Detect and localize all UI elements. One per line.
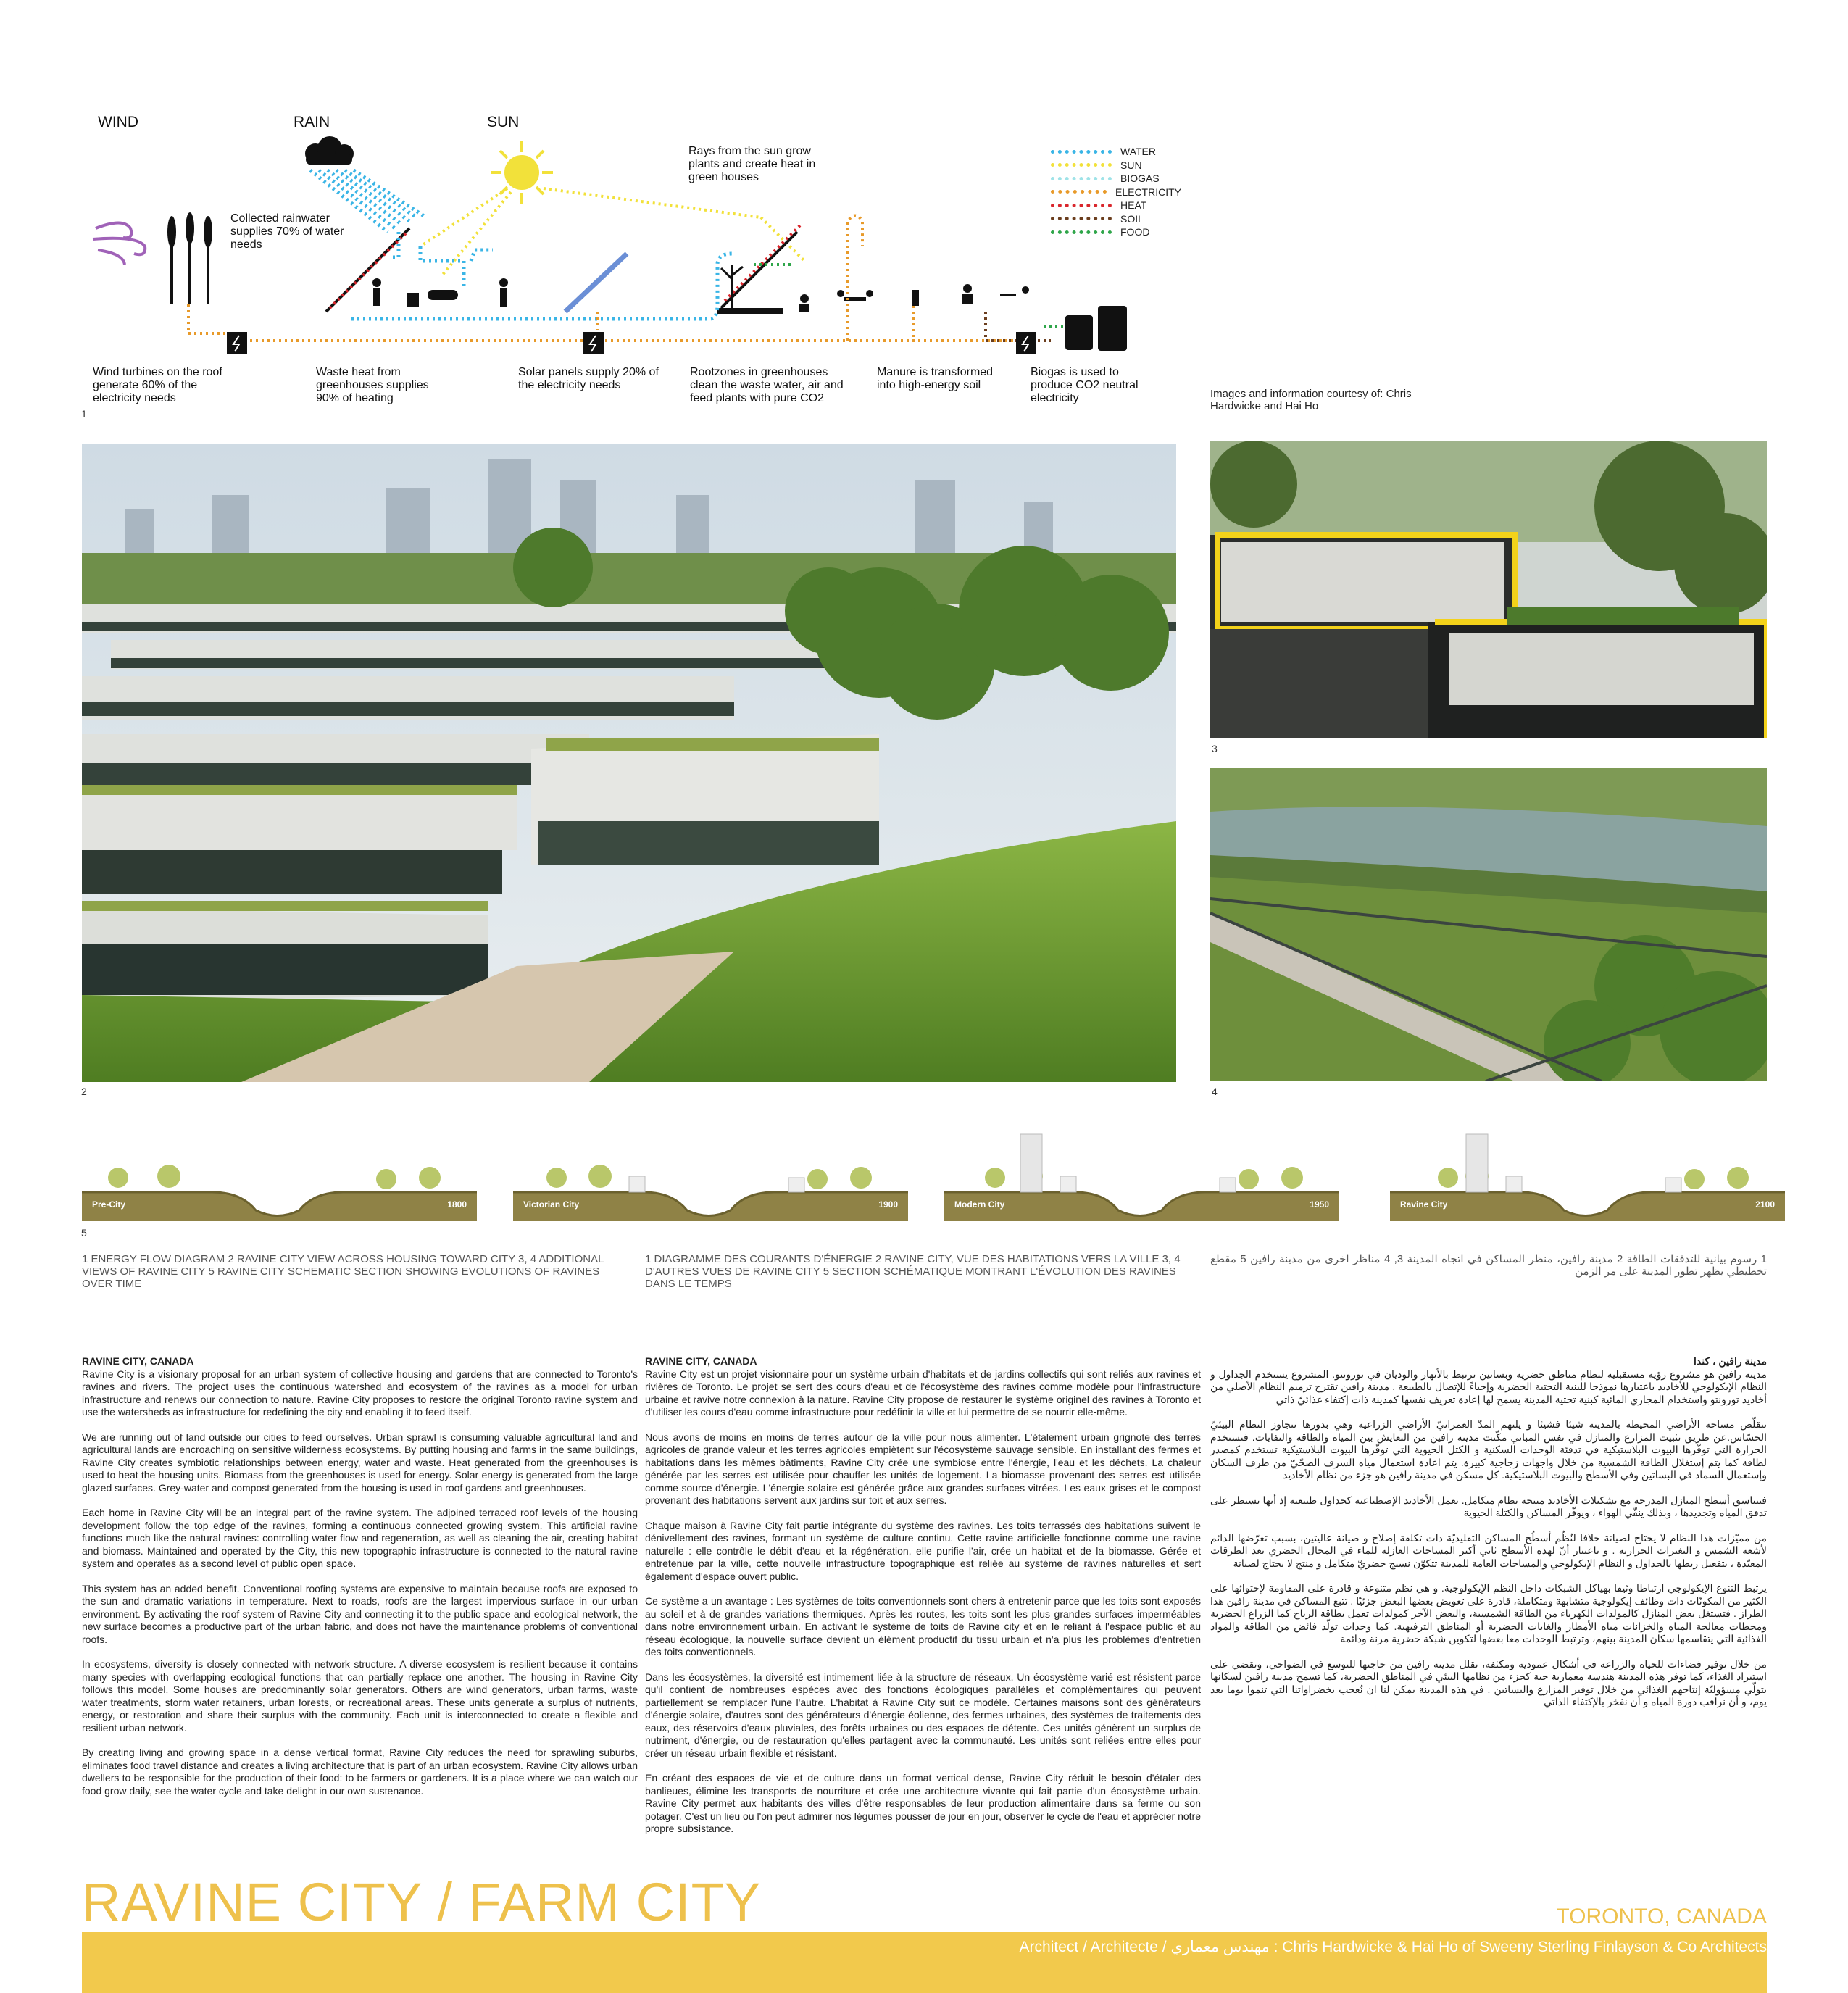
ravine-city-view-image [82,444,1176,1082]
timeline-panel [944,1127,1339,1221]
wind-heading: WIND [98,114,138,130]
people-icons [372,278,1127,351]
legend-swatch [1051,163,1112,167]
paragraph: Each home in Ravine City will be an integral part of the ravine system. The adjoined terraced roof levels of the housing development follow the top edge of the ravines, forming a continuous connected growing system. This artificial ravine functions much like the natural ravines: controlling water flow and regeneration, as well as cleaning the air, creating habitat and biomass. Maintained and operated by the City, this new topographic infrastructure is connected to the natural ravine system and operates as a second level of public open space. [82,1507,638,1569]
figure-number: 5 [81,1227,87,1239]
courtesy-note: Images and information courtesy of: Chris Hardwicke and Hai Ho [1210,388,1412,412]
diagram-legend [1051,145,1181,239]
body-text-ar [1210,1355,1767,1721]
legend-label: BIOGAS [1120,172,1160,185]
legend-swatch [1051,150,1112,154]
figure-number: 2 [81,1086,87,1097]
figure-number: 4 [1212,1086,1218,1097]
body-text-en [82,1355,638,1810]
paragraph: Nous avons de moins en moins de terres autour de la ville pour nous alimenter. L'étalement urbain grignote des terres agricoles de grande valeur et les terres agricoles empiètent sur l'écosystème sauvage sensible. En installant des fermes et habitations dans les mêmes bâtiments, Ravine City crée une symbiose entre l'énergie, l'eau et les déchets. La chaleur générée par les serres est utilisée pour chauffer les unités de logement. La biomasse provenant des serres est utilisée comme source d'énergie. L'énergie solaire est générée grâce aux grandes surfaces vitrées. Les eaux grises et le compost provenant des habitations servent aux jardins sur toit et aux serres. [645,1431,1201,1506]
caption-fr: 1 DIAGRAMME DES COURANTS D'ÉNERGIE 2 RAVINE CITY, VUE DES HABITATIONS VERS LA VILLE 3, 4 D'AUTRES VUES DE RAVINE CITY 5 SECTION SCHÉMATIQUE MONTRANT L'ÉVOLUTION DES RAVINES DANS LE TEMPS [645,1253,1181,1290]
paragraph: By creating living and growing space in a dense vertical format, Ravine City reduces the need for sprawling suburbs, eliminates food travel distance and creates a living architecture that is part of an urban ecosystem. Ravine City allows urban dwellers to be responsible for the production of their food: to be farmers or gardeners. It is a place where we can watch our food grow daily, see the water cycle and take delight in our own sustenance. [82,1747,638,1797]
rays-label: Rays from the sun grow plants and create heat in green houses [688,145,816,183]
paragraph: En créant des espaces de vie et de culture dans un format vertical dense, Ravine City réduit le besoin d'étaler des banlieues, élimine les transports de nourriture et crée une architecture vivante qui fait partie d'un écosystème urbain. Ravine City permet aux habitants des villes d'être responsables de leur production alimentaire dans sa ferme ou son potager. C'est un lieu ou l'on peut admirer nos légumes pousser de jour en jour, observer le cycle de l'eau et apprécier notre propre subsistance. [645,1772,1201,1834]
legend-item [1051,199,1181,212]
timeline-panel [82,1127,477,1221]
figure-number: 3 [1212,743,1218,754]
timeline-year-label: 1900 [878,1199,898,1210]
wind-turbines-label: Wind turbines on the roof generate 60% of the electricity needs [93,366,222,404]
manure-label: Manure is transformed into high-energy soil [877,366,994,391]
paragraph: مدينة رافين هو مشروع رؤية مستقبلية لنظام مناطق حضرية وبساتين ترتبط بالأنهار والوديان في تورونتو. المشروع يستخدم الجداول و النظام الإيكولوجي للأخاديد باعتبارها نموذجا للبنية التحتية الحضرية وإحياءً للإتصال بالطبيعة . مدينة رافين تقترح ترميم النظام الأصلي من أخاديد تورونتو واستخدام المجاري المائية كبنية تحتية المدينة يسمح لها إعادة تعريف نفسها كمدينة ذات إكتفاء غذائيّ ذاتي [1210,1368,1767,1405]
ravine-city-section-image [1210,441,1767,738]
legend-label: SUN [1120,159,1142,171]
legend-swatch [1051,190,1107,194]
body-text-fr [645,1355,1201,1848]
legend-item [1051,145,1181,159]
timeline-era-label: Ravine City [1400,1199,1448,1210]
legend-item [1051,172,1181,186]
energy-flow-diagram [80,109,1181,413]
rainwater-label: Collected rainwater supplies 70% of water needs [230,212,344,251]
credits-text: Architect / Architecte / مهندس معماري : Chris Hardwicke & Hai Ho of Sweeny Sterling Finlayson & Co Architects [1019,1939,1767,1955]
location-label: TORONTO, CANADA [1556,1905,1767,1928]
timeline-era-label: Victorian City [523,1199,580,1210]
timeline-era-label: Modern City [954,1199,1005,1210]
solar-label: Solar panels supply 20% of the electricity needs [518,366,659,391]
legend-item [1051,225,1181,239]
paragraph: Ravine City is a visionary proposal for an urban system of collective housing and gardens that are connected to Toronto's ravines and rivers. The project uses the continuous watershed and ecosystem of the ravines as a model for urban infrastructure and renews our connection to nature. Ravine City proposes to restore the original Toronto ravine system and use the watersheds as infrastructure for redefining the city and enabling it to feed itself. [82,1368,638,1418]
legend-swatch [1051,217,1112,220]
paragraph: We are running out of land outside our cities to feed ourselves. Urban sprawl is consuming valuable agricultural land and agricultural lands are encroaching on sensitive wilderness ecosystems. By putting housing and farms in the same buildings, Ravine City creates symbiotic relationships between energy, water and waste. Heat generated from the greenhouses is used to heat the housing units. Biomass from the greenhouses is used for energy. Solar energy is generated from the large glazed surfaces. Grey-water and compost generated from the housing is used in roof gardens and greenhouses. [82,1431,638,1494]
paragraph: من مميّزات هذا النظام لا يحتاج لصيانة خلافا لنُظُم أسطُح المساكن التقليديّة ذات تكلفة إصلاح و صيانة عاليتين، بسبب تعرّضها الدائم لأشعة الشمس و التغيرات الحرارية . و باعتبار أنّ لهذه الأسطح ثاني أكبر المساحات العازلة للماء في المجال الحضري بعد الطرقات المعبّدة ، بتفعيل ربطها بالجداول و النظام الإيكولوجي والمساحات العامة للمدينة تتكوّن نسيج حضريّ متكامل و منتج لا يحتاج لصيانة [1210,1531,1767,1569]
legend-label: ELECTRICITY [1115,186,1181,198]
paragraph: فتتناسق أسطح المنازل المدرجة مع تشكيلات الأخاديد منتجة نظام متكامل. تعمل الأخاديد الإصطناعية كجداول طبيعية إذ أنها تسيطر على تدفق المياه وتجديدها ، وبذلك ينقّي الهواء ، ويوفّر المساكن والكتلة الحيوية [1210,1494,1767,1518]
paragraph: In ecosystems, diversity is closely connected with network structure. A diverse ecosystem is resilient because it contains many species with overlapping ecological functions that can partially replace one another. The housing in Ravine City follows this model. Some houses are predominantly solar generators. Others are wind generators, urban farms, waste water treatments, storm water retainers, urban forests, or recreational areas. These units generate a surplus of nutrients, energy, or restoration and share their surplus with the community. Each unit is interconnected to create a flexible and resilient urban network. [82,1658,638,1734]
sun-icon [491,141,553,204]
legend-item [1051,212,1181,226]
ravine-city-garden-image [1210,768,1767,1081]
paragraph: This system has an added benefit. Conventional roofing systems are expensive to maintain because roofs are exposed to the sun and dramatic variations in temperature. Next to roads, roofs are the largest impervious surface in our urban environment. By activating the roof system of Ravine City and connecting it to the public space and ecological network, the new surface becomes a productive part of the urban fabric, and does not have the maintenance problems of conventional roofs. [82,1582,638,1645]
figure-number: 1 [81,408,87,420]
legend-label: SOIL [1120,212,1144,225]
legend-label: WATER [1120,146,1156,158]
paragraph: Ce système a un avantage : Les systèmes de toits conventionnels sont chers à entretenir parce que les toits sont exposés au soleil et à de grandes variations thermiques. Après les routes, les toits sont les plus grandes surfaces imperméables dans notre environnement urbain. En activant le système de toits de Ravine city et en le reliant à l'espace public et au réseau écologique, la nouvelle surface devient un élément productif du tissu urbain et n'a plus les problèmes d'entretien des toits conventionnels. [645,1595,1201,1657]
timeline-year-label: 1950 [1310,1199,1329,1210]
rootzones-label: Rootzones in greenhouses clean the waste water, air and feed plants with pure CO2 [690,366,844,404]
wind-turbine-icon [167,212,212,304]
paragraph: Dans les écosystèmes, la diversité est intimement liée à la structure de réseaux. Un écosystème varié est résistent parce qu'il contient de nombreuses espèces avec des fonctions écologiques parallèles et complémentaires qui peuvent partiellement se remplacer l'une l'autre. L'habitat à Ravine City suit ce modèle. Certaines maisons sont des générateurs d'énergie solaire, d'autres sont des générateurs d'énergie éolienne, des fermes urbaines, des systèmes de traitements des eaux, des réservoirs d'eaux pluviales, des forêts urbaines ou des espaces de détente. Ces unités génèrent un surplus de nutriment, d'énergie, ou de restauration qu'elles partagent avec la communauté. Les unités sont reliées entre elles pour créer un réseau urbain flexible et résistant. [645,1670,1201,1759]
ravine-section-graphic [1390,1127,1785,1221]
wind-icon [93,223,145,265]
rain-cloud-icon [305,136,354,165]
paragraph: من خلال توفير فضاءات للحياة والزراعة في أشكال عمودية ومكثفة، تقلل مدينة رافين من حاجتها للتوسع في الضواحي، وتقضي على استيراد الغذاء، كما توفر هذه المدينة هندسة معمارية حية كجزء من نظامها البيئي في المناطق الحضرية، كما تسمح مدينة رافين لسكانها بتولّي مسؤوليّة إنتاجهم الغذائي من خلال توفير المزارع والبساتين . في هذه المدينة يمكن لنا ان نُعجب بخضراواتنا التي تنموا يوما بعد يوم، و أن نراقب دورة المياه و أن نفخر بالإكتفاء الذاتي [1210,1657,1768,1707]
waste-heat-label: Waste heat from greenhouses supplies 90% of heating [316,366,429,404]
timeline-era-label: Pre-City [92,1199,126,1210]
timeline-year-label: 1800 [447,1199,467,1210]
paragraph: Ravine City est un projet visionnaire pour un système urbain d'habitats et de jardins collectifs qui sont reliés aux ravines et rivières de Toronto. Le projet se sert des cours d'eau et de l'écosystème des ravines comme modèle pour l'infrastructure urbaine et ravive notre connexion à la nature. Ravine City propose de restaurer le système originel des ravines à Toronto et d'utiliser les cours d'eau comme infrastructure pour redéfinir la ville et lui permettre de se nourrir elle-même. [645,1368,1201,1418]
tree-icon [721,265,743,308]
legend-item [1051,159,1181,172]
timeline-panel [513,1127,908,1221]
legend-swatch [1051,177,1112,180]
rain-heading: RAIN [294,114,330,130]
caption-en: 1 ENERGY FLOW DIAGRAM 2 RAVINE CITY VIEW ACROSS HOUSING TOWARD CITY 3, 4 ADDITIONAL VIEWS OF RAVINE CITY 5 RAVINE CITY SCHEMATIC SECTION SHOWING EVOLUTIONS OF RAVINES OVER TIME [82,1253,604,1290]
timeline-panel [1390,1127,1785,1221]
paragraph: Chaque maison à Ravine City fait partie intégrante du système des ravines. Les toits terrassés des habitations suivent le dénivellement des ravines, formant un système de culture continu. Cette ravine artificielle fonctionne comme une ravine naturelle : elle contrôle le débit d'eau et la régénération, elle purifie l'air, crée un habitat et de la biomasse. Gérée et entretenue par la ville, cette nouvelle infrastructure topographique est reliée au système de ravines naturelles et sert également d'espace ouvert public. [645,1519,1201,1582]
legend-label: HEAT [1120,199,1147,212]
legend-label: FOOD [1120,226,1150,238]
page-title: RAVINE CITY / FARM CITY [82,1872,762,1932]
section-heading-fr: RAVINE CITY, CANADA [645,1355,757,1367]
caption-ar: 1 رسوم بيانية للتدفقات الطاقة 2 مدينة رافين، منظر المساكن في اتجاه المدينة 3, 4 مناظر اخرى من مدينة رافين 5 مقطع تخطيطي يظهر تطور المدينة على مر الزمن [1210,1253,1767,1278]
legend-item [1051,186,1181,199]
solar-panel-icon [565,254,627,312]
section-heading-en: RAVINE CITY, CANADA [82,1355,194,1367]
legend-swatch [1051,204,1112,207]
sun-heading: SUN [487,114,520,130]
ravine-evolution-sections [82,1127,1775,1221]
legend-swatch [1051,230,1112,234]
electricity-box-icon [227,332,1036,354]
ravine-section-graphic [82,1127,477,1221]
biogas-label: Biogas is used to produce CO2 neutral electricity [1031,366,1139,404]
credits-bar [82,1932,1767,1993]
section-heading-ar: مدينة رافين ، كندا [1693,1355,1767,1367]
paragraph: تتقلّص مساحة الأراضي المحيطة بالمدينة شيئا فشيئا و يلتهم المدّ العمرانيّ الأراضي الزراعية وهي بدورها تتجاوز النظام البيئيّ الحسّاس.عن طريق تثبيت المزارع والمنازل في نفس المباني مكّنت مدينة رافين من التعايش بين المياه والطاقة والنفايات. فتستخدم الحرارة التي توفّرها البيوت البلاستيكية في تدفئة الوحدات السكنية و الكتل الحيوية التي توفّرها البيوت البلاستيكية تستخدم كمصدر لطاقة كما يتم إستغلال الطاقة الشمسية من خلال واجهات زجاجية كبيرة. يتم اعادة استعمال مياه السرف الصحّيّ من طرف السكان وإستعمال السماد في البساتين وفي الأسطح والبيوت البلاستيكية. كل مسكن في مدينة رافين هو جزء من نظام الأخاديد [1210,1418,1767,1481]
timeline-year-label: 2100 [1755,1199,1775,1210]
paragraph: يرتبط التنوع الإيكولوجي ارتباطا وثيقا بهياكل الشبكات داخل النظم الإيكولوجية. و هي نظم متنوعة و قادرة على المقاومة لإحتوائها على الكثير من المكونّات ذات وظائف إيكولوجية متشابهة ومتكاملة، قادرة على تعويض بعضها البعض جزئيّا . تتبع المساكن في مدينة رافين هذا الطراز . فتستغل بعض المنازل كالمولدات الكهرباء من الطاقة الشمسية، والبعض الآخر كمولدات تعمل بطاقة الرياح كما الزراع الحضرية ومحطات معالجة المياه والخزانات مياه الأمطار والغابات الحضرية أو المناطق الترفيهية. كما وحدات تولّد فائض من الطاقة والمواد الغذائية التي يتقاسمها سكان المدينة بينهم، وترتبط الوحدات معا بعضها لتكوين شبكة حضرية مرنة ودائمة [1210,1582,1767,1644]
